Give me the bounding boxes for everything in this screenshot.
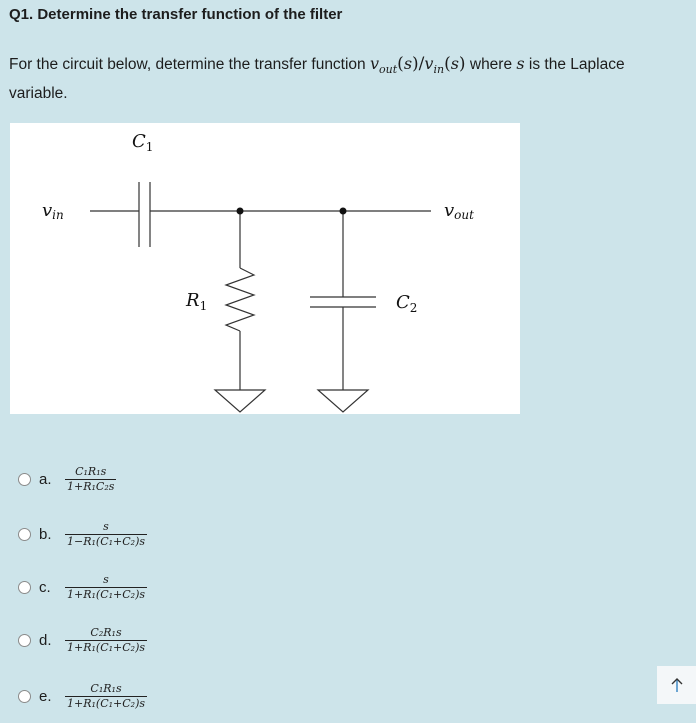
laplace-variable: s xyxy=(516,54,525,73)
scroll-to-top-button[interactable] xyxy=(657,666,696,704)
option-b[interactable]: b. $\frac{s}{\text{1−R₁(C₁+C₂)s}}$ xyxy=(18,514,147,554)
option-e-formula: $\frac{\text{C₁R₁s}}{\text{1+R₁(C₁+C₂)s}}$ xyxy=(67,681,146,710)
question-title: Q1. Determine the transfer function of the filter xyxy=(9,6,343,23)
vout-label: vout xyxy=(444,200,474,222)
circuit-diagram xyxy=(10,123,520,414)
c1-label: $C_1$ xyxy=(132,131,154,154)
option-a-radio[interactable] xyxy=(18,473,31,486)
r1-label: $R_1$ xyxy=(186,290,208,313)
option-c-formula: $\frac{s}{\text{1+R₁(C₁+C₂)s}}$ xyxy=(67,572,146,601)
option-c[interactable]: c. $\frac{s}{\text{1+R₁(C₁+C₂)s}}$ xyxy=(18,567,147,607)
option-d-radio[interactable] xyxy=(18,634,31,647)
arrow-up-icon xyxy=(670,677,684,693)
option-d[interactable]: d. $\frac{\text{C₂R₁s}}{\text{1+R₁(C₁+C₂)s}}$ xyxy=(18,620,147,660)
prompt-text: For the circuit below, determine the transfer function xyxy=(9,56,370,73)
option-b-formula: $\frac{s}{\text{1−R₁(C₁+C₂)s}}$ xyxy=(67,519,146,548)
option-b-radio[interactable] xyxy=(18,528,31,541)
option-a-formula: $\frac{\text{C₁R₁s}}{\text{1+R₁C₂s}}$ xyxy=(67,464,115,493)
option-e[interactable]: e. $\frac{\text{C₁R₁s}}{\text{1+R₁(C₁+C₂)s}}$ xyxy=(18,676,147,716)
option-c-radio[interactable] xyxy=(18,581,31,594)
vin-label: vin xyxy=(42,200,64,222)
option-d-formula: $\frac{\text{C₂R₁s}}{\text{1+R₁(C₁+C₂)s}}$ xyxy=(67,625,146,654)
option-e-radio[interactable] xyxy=(18,690,31,703)
option-a[interactable]: a. $\frac{\text{C₁R₁s}}{\text{1+R₁C₂s}}$ xyxy=(18,459,116,499)
c2-label: $C_2$ xyxy=(396,292,418,315)
transfer-function-expression: $v_{out}(s)/v_{in}(s)$ xyxy=(369,54,466,77)
question-prompt: For the circuit below, determine the transfer function $v_{out}(s)/v_{in}(s)$ where s is the Laplace variable. xyxy=(9,54,625,103)
